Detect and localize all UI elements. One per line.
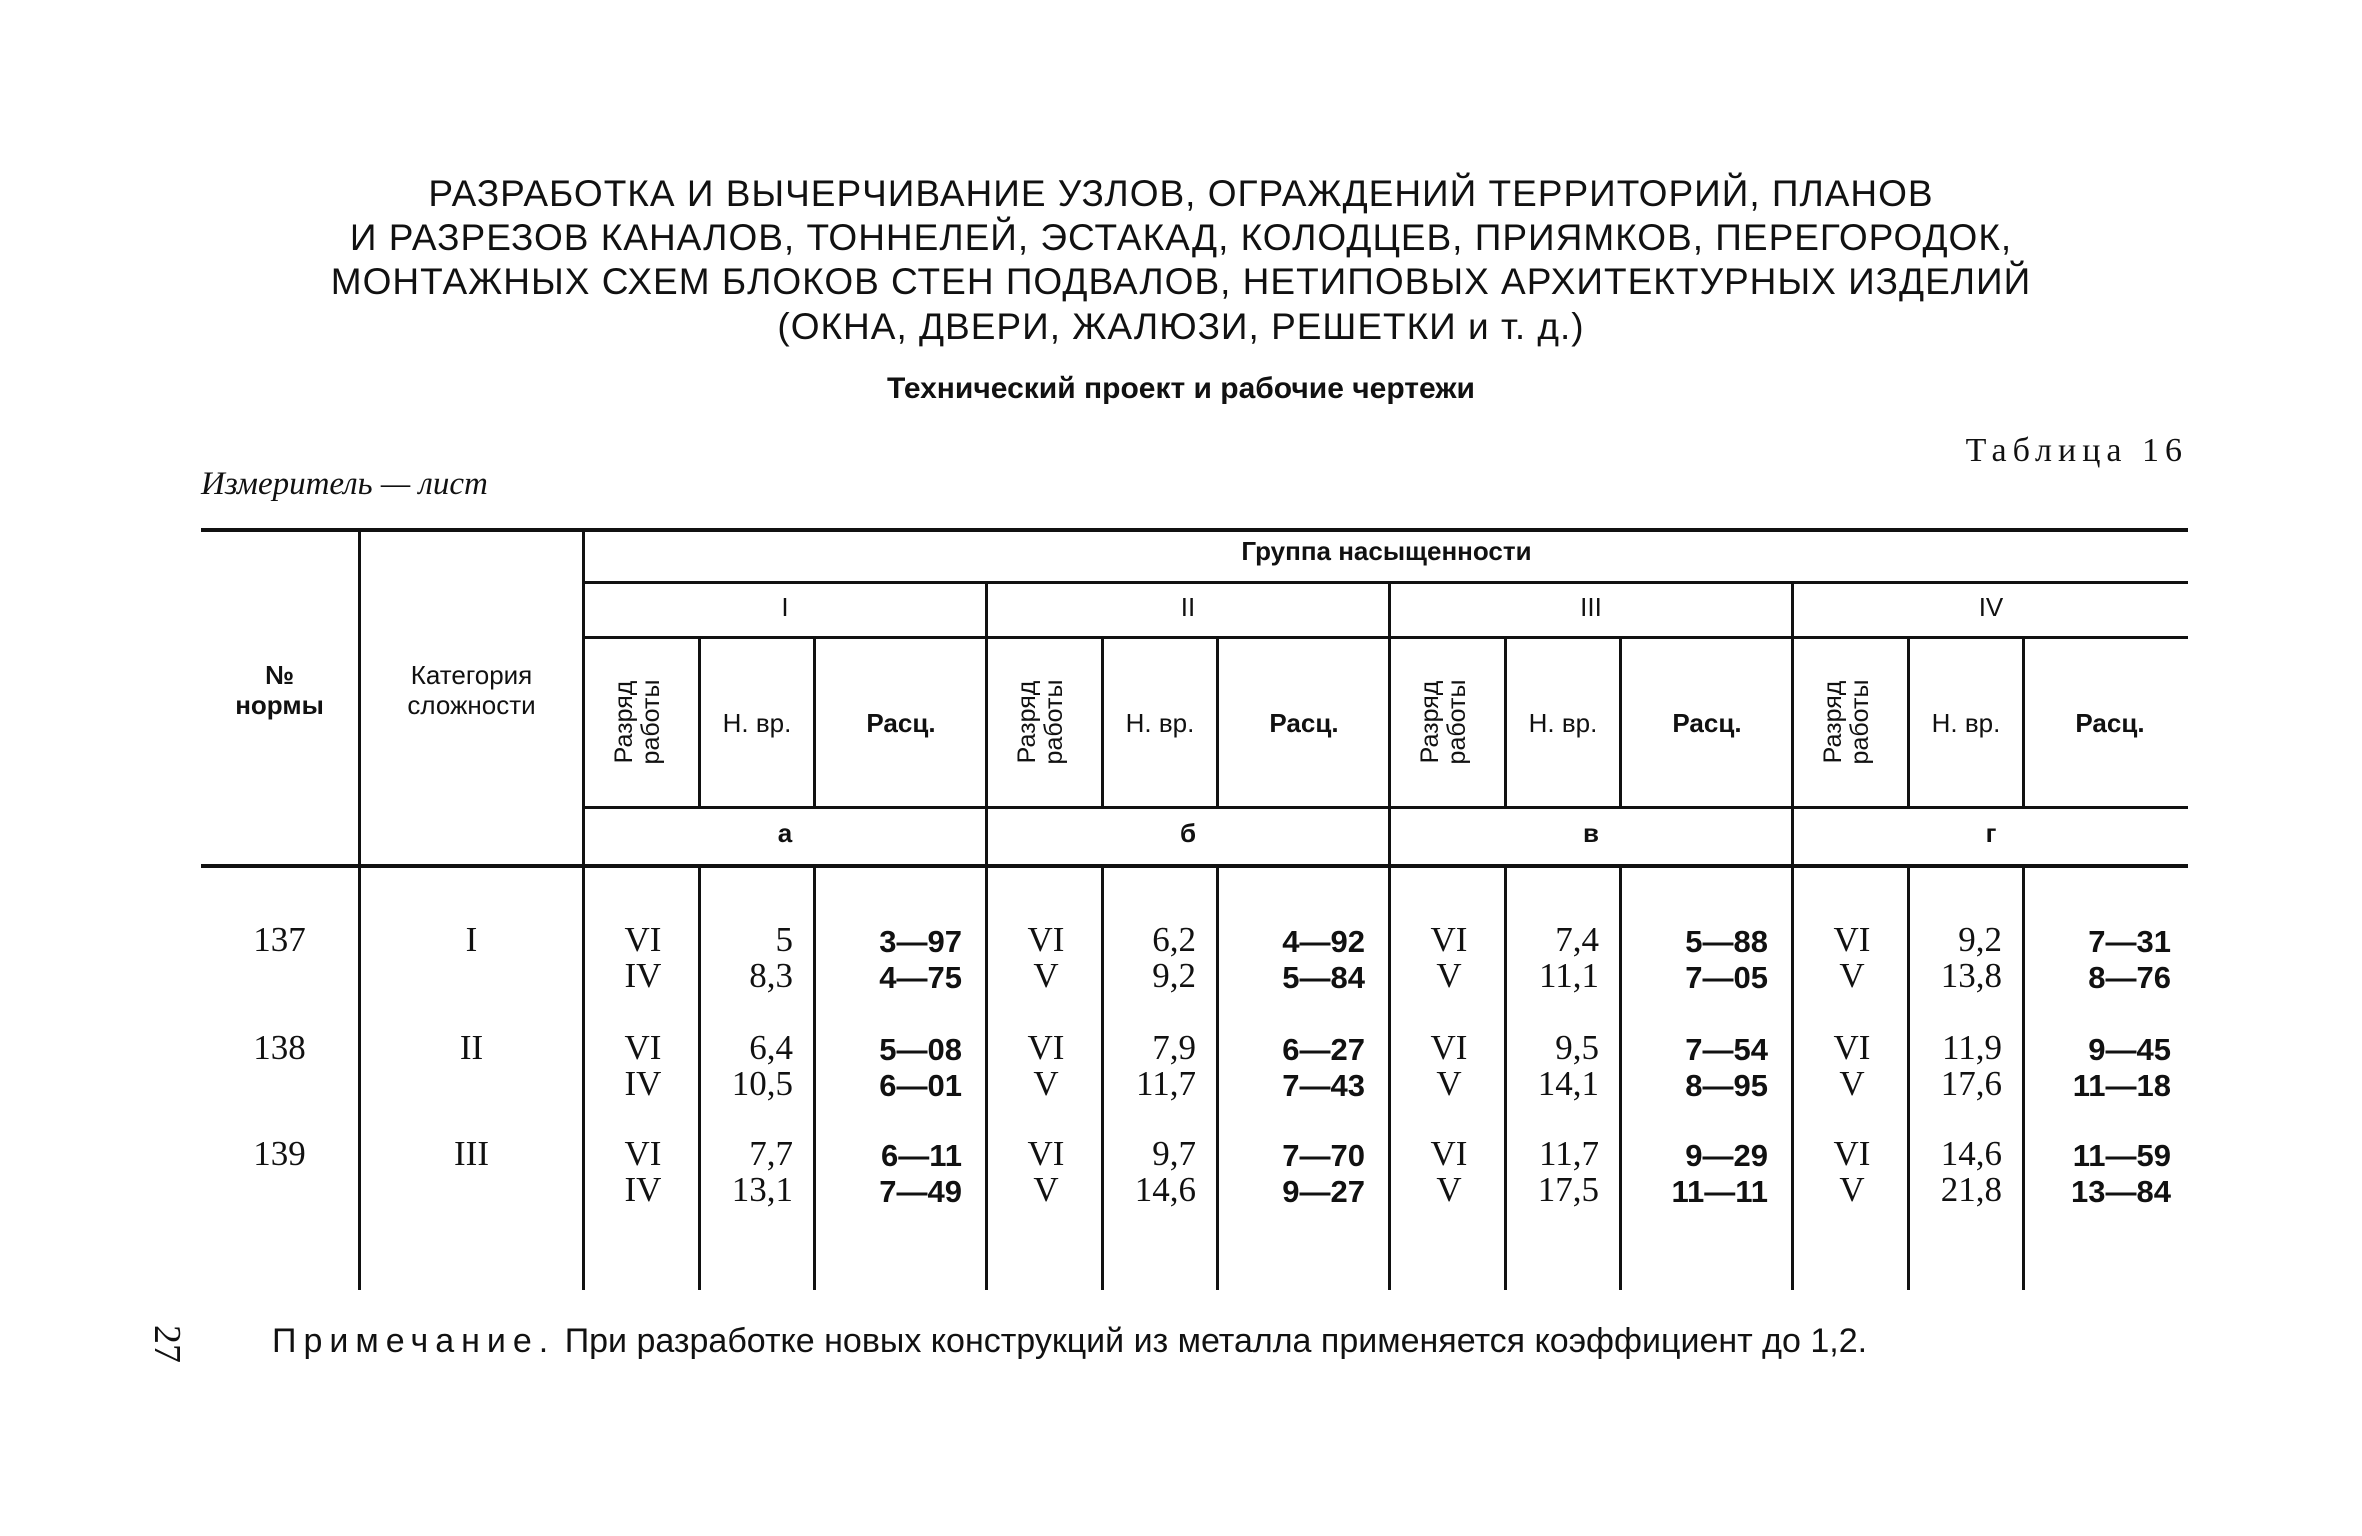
rate-value: 5—08 <box>879 1032 962 1067</box>
col-divider <box>1791 584 1794 1290</box>
work-rank: V <box>1436 1064 1462 1103</box>
time-norm: 14,1 <box>1537 1064 1599 1103</box>
header-time: Н. вр. <box>1528 708 1598 738</box>
table-top-rule <box>201 528 2188 532</box>
time-norm: 14,6 <box>1134 1170 1196 1209</box>
time-norm: 6,2 <box>1152 920 1196 959</box>
footnote <box>272 1322 1867 1361</box>
time-norm: 14,6 <box>1940 1134 2002 1173</box>
time-norm: 7,7 <box>749 1134 793 1173</box>
complexity-category: I <box>465 920 478 959</box>
header-rank: Разряд работы <box>1819 679 1874 765</box>
header-group-I: I <box>781 592 789 622</box>
time-norm: 8,3 <box>749 956 793 995</box>
time-norm: 13,8 <box>1940 956 2002 995</box>
time-norm: 11,1 <box>1539 956 1599 995</box>
work-rank: V <box>1839 956 1865 995</box>
group-rule <box>583 581 2188 584</box>
rate-value: 7—49 <box>879 1174 962 1209</box>
title-line-3: МОНТАЖНЫХ СХЕМ БЛОКОВ СТЕН ПОДВАЛОВ, НЕТИПОВЫХ АРХИТЕКТУРНЫХ ИЗДЕЛИЙ <box>330 261 2032 302</box>
time-norm: 11,9 <box>1942 1028 2002 1067</box>
page-number: 27 <box>146 1325 188 1363</box>
rate-value: 4—92 <box>1282 924 1365 959</box>
rate-value: 9—29 <box>1685 1138 1768 1173</box>
work-rank: VI <box>1027 1134 1065 1173</box>
header-time: Н. вр. <box>722 708 792 738</box>
header-letter-v: в <box>1583 818 1599 848</box>
rate-value: 6—27 <box>1282 1032 1365 1067</box>
header-rate: Расц. <box>1269 708 1339 738</box>
work-rank: V <box>1033 956 1059 995</box>
rate-value: 8—95 <box>1685 1068 1768 1103</box>
work-rank: IV <box>624 1064 662 1103</box>
col-divider <box>358 532 361 1290</box>
subgroup-rule <box>583 636 2188 639</box>
time-norm: 9,2 <box>1152 956 1196 995</box>
rate-value: 8—76 <box>2088 960 2171 995</box>
work-rank: VI <box>1430 920 1468 959</box>
rate-value: 5—88 <box>1685 924 1768 959</box>
norm-number: 138 <box>253 1028 306 1067</box>
col-divider <box>1388 584 1391 1290</box>
time-norm: 9,2 <box>1958 920 2002 959</box>
time-norm: 9,7 <box>1152 1134 1196 1173</box>
header-rank: Разряд работы <box>610 679 665 765</box>
complexity-category: III <box>454 1134 489 1173</box>
time-norm: 10,5 <box>731 1064 793 1103</box>
rate-value: 6—11 <box>880 1138 962 1173</box>
time-norm: 17,6 <box>1940 1064 2002 1103</box>
measure-unit: Измеритель — лист <box>201 466 488 502</box>
time-norm: 11,7 <box>1539 1134 1599 1173</box>
rate-value: 7—05 <box>1685 960 1768 995</box>
table-label: Таблица 16 <box>1965 432 2188 469</box>
work-rank: V <box>1436 956 1462 995</box>
work-rank: VI <box>1430 1134 1468 1173</box>
rate-value: 7—54 <box>1685 1032 1768 1067</box>
time-norm: 7,4 <box>1555 920 1599 959</box>
header-norm-no: № нормы <box>235 660 324 720</box>
work-rank: V <box>1839 1170 1865 1209</box>
time-norm: 11,7 <box>1136 1064 1196 1103</box>
title-line-4: (ОКНА, ДВЕРИ, ЖАЛЮЗИ, РЕШЕТКИ и т. д.) <box>777 306 1585 347</box>
time-norm: 9,5 <box>1555 1028 1599 1067</box>
rate-value: 7—70 <box>1282 1138 1365 1173</box>
time-norm: 5 <box>775 920 793 959</box>
rate-value: 13—84 <box>2071 1174 2171 1209</box>
work-rank: V <box>1033 1064 1059 1103</box>
header-letter-a: а <box>777 818 793 848</box>
header-time: Н. вр. <box>1125 708 1195 738</box>
work-rank: VI <box>1833 1028 1871 1067</box>
rate-value: 7—43 <box>1282 1068 1365 1103</box>
footnote-text: При разработке новых конструкций из металла применяется коэффициент до 1,2. <box>555 1322 1868 1360</box>
complexity-category: II <box>459 1028 484 1067</box>
work-rank: VI <box>624 1134 662 1173</box>
time-norm: 6,4 <box>749 1028 793 1067</box>
header-rate: Расц. <box>2075 708 2145 738</box>
header-rate: Расц. <box>866 708 936 738</box>
work-rank: VI <box>1833 920 1871 959</box>
rate-value: 3—97 <box>879 924 962 959</box>
col-divider <box>582 532 585 1290</box>
header-group: Группа насыщенности <box>1241 536 1532 566</box>
footnote-label: Примечание. <box>272 1322 556 1360</box>
work-rank: IV <box>624 1170 662 1209</box>
rate-value: 11—59 <box>2072 1138 2171 1173</box>
title-line-1: РАЗРАБОТКА И ВЫЧЕРЧИВАНИЕ УЗЛОВ, ОГРАЖДЕНИЙ ТЕРРИТОРИЙ, ПЛАНОВ <box>428 173 1934 214</box>
title-line-2: И РАЗРЕЗОВ КАНАЛОВ, ТОННЕЛЕЙ, ЭСТАКАД, КОЛОДЦЕВ, ПРИЯМКОВ, ПЕРЕГОРОДОК, <box>349 217 2013 258</box>
header-rate: Расц. <box>1672 708 1742 738</box>
header-time: Н. вр. <box>1931 708 2001 738</box>
column-head-rule <box>583 806 2188 809</box>
header-letter-b: б <box>1179 818 1197 848</box>
rate-value: 7—31 <box>2088 924 2171 959</box>
rate-value: 9—27 <box>1282 1174 1365 1209</box>
work-rank: VI <box>1430 1028 1468 1067</box>
header-group-II: II <box>1180 592 1196 622</box>
header-rank: Разряд работы <box>1013 679 1068 765</box>
header-rank: Разряд работы <box>1416 679 1471 765</box>
time-norm: 17,5 <box>1537 1170 1599 1209</box>
work-rank: VI <box>624 1028 662 1067</box>
work-rank: V <box>1033 1170 1059 1209</box>
rate-value: 4—75 <box>879 960 962 995</box>
norm-number: 137 <box>253 920 306 959</box>
rate-value: 5—84 <box>1282 960 1365 995</box>
rate-value: 11—18 <box>2072 1068 2171 1103</box>
rate-value: 9—45 <box>2088 1032 2171 1067</box>
work-rank: V <box>1436 1170 1462 1209</box>
work-rank: VI <box>1027 920 1065 959</box>
header-category: Категория сложности <box>407 660 536 720</box>
header-letter-g: г <box>1985 818 1997 848</box>
time-norm: 13,1 <box>731 1170 793 1209</box>
work-rank: V <box>1839 1064 1865 1103</box>
work-rank: VI <box>624 920 662 959</box>
header-bottom-rule <box>201 864 2188 868</box>
work-rank: VI <box>1833 1134 1871 1173</box>
rate-value: 11—11 <box>1671 1174 1768 1209</box>
work-rank: IV <box>624 956 662 995</box>
col-divider <box>985 584 988 1290</box>
header-group-III: III <box>1580 592 1602 622</box>
time-norm: 21,8 <box>1940 1170 2002 1209</box>
time-norm: 7,9 <box>1152 1028 1196 1067</box>
subtitle: Технический проект и рабочие чертежи <box>887 372 1475 405</box>
work-rank: VI <box>1027 1028 1065 1067</box>
header-group-IV: IV <box>1978 592 2004 622</box>
norm-number: 139 <box>253 1134 306 1173</box>
rate-value: 6—01 <box>879 1068 962 1103</box>
